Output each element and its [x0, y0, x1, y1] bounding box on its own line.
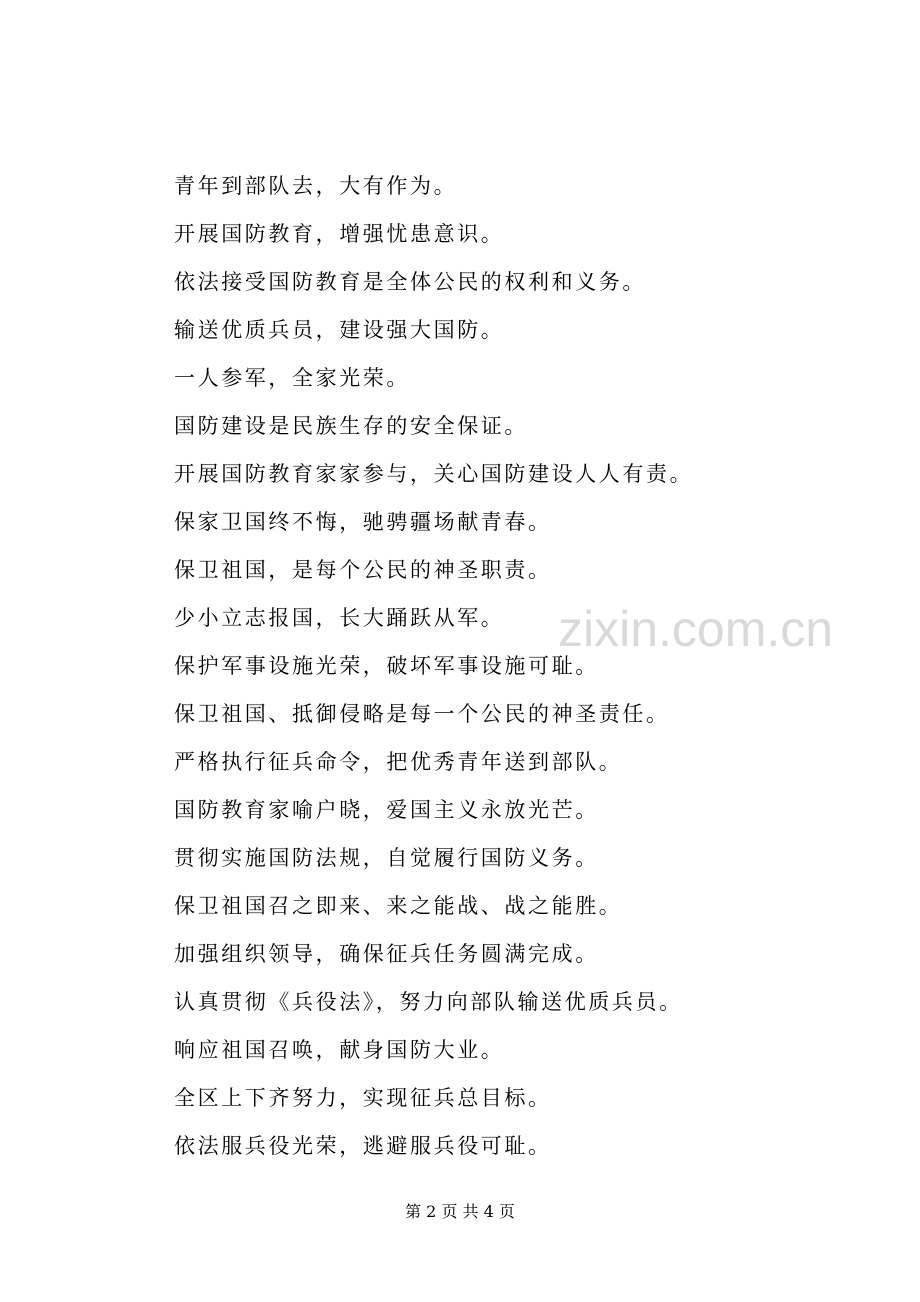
slogan-line: 国防教育家喻户晓，爱国主义永放光芒。	[174, 798, 599, 822]
slogan-line: 加强组织领导，确保征兵任务圆满完成。	[174, 942, 599, 966]
slogan-line: 保卫祖国、抵御侵略是每一个公民的神圣责任。	[174, 702, 670, 726]
slogan-line: 一人参军，全家光荣。	[174, 366, 410, 390]
slogan-list	[174, 162, 874, 1170]
slogan-line: 保护军事设施光荣，破坏军事设施可耻。	[174, 654, 599, 678]
slogan-line: 开展国防教育家家参与，关心国防建设人人有责。	[174, 462, 694, 486]
slogan-line: 开展国防教育，增强忧患意识。	[174, 222, 505, 246]
slogan-line: 保卫祖国，是每个公民的神圣职责。	[174, 558, 552, 582]
slogan-line: 响应祖国召唤，献身国防大业。	[174, 1038, 505, 1062]
slogan-line: 依法服兵役光荣，逃避服兵役可耻。	[174, 1134, 552, 1158]
slogan-line: 认真贯彻《兵役法》，努力向部队输送优质兵员。	[174, 990, 683, 1014]
slogan-line: 保家卫国终不悔，驰骋疆场献青春。	[174, 510, 552, 534]
slogan-line: 严格执行征兵命令，把优秀青年送到部队。	[174, 750, 623, 774]
slogan-line: 保卫祖国召之即来、来之能战、战之能胜。	[174, 894, 623, 918]
slogan-line: 依法接受国防教育是全体公民的权利和义务。	[174, 270, 646, 294]
page-number-footer: 第 2 页 共 4 页	[405, 1202, 515, 1221]
slogan-line: 贯彻实施国防法规，自觉履行国防义务。	[174, 846, 599, 870]
watermark: zixin.com.cn	[558, 601, 834, 657]
slogan-line: 全区上下齐努力，实现征兵总目标。	[174, 1086, 552, 1110]
slogan-line: 国防建设是民族生存的安全保证。	[174, 414, 528, 438]
slogan-line: 青年到部队去，大有作为。	[174, 174, 458, 198]
slogan-line: 输送优质兵员，建设强大国防。	[174, 318, 505, 342]
slogan-line: 少小立志报国，长大踊跃从军。	[174, 606, 505, 630]
